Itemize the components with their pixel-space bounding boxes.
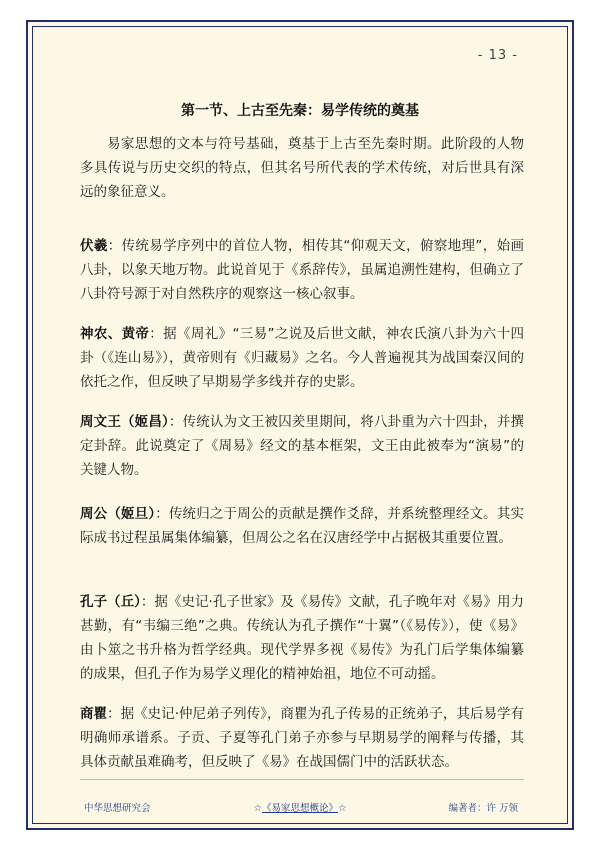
- star-icon: ☆: [253, 803, 262, 814]
- entry-text: ：传统归之于周公的贡献是撰作爻辞，并系统整理经文。其实际成书过程虽属集体编纂，但周公之名在汉唐经学中占据极其重要位置。: [80, 506, 524, 546]
- entry-term: 孔子（丘）: [80, 594, 141, 610]
- entry-text: ：据《周礼》“三易”之说及后世文献，神农氏演八卦为六十四卦（《连山易》），黄帝则有《归藏易》之名。今人普遍视其为战国秦汉间的依托之作，但反映了早期易学多线并存的史影。: [80, 326, 524, 390]
- document-page: [26, 20, 574, 830]
- entry-term: 神农、黄帝: [80, 326, 150, 342]
- footer-publisher: 中华思想研究会: [84, 803, 151, 814]
- entry-paragraph-fuxi: [80, 234, 524, 306]
- page-number: - 13 -: [477, 48, 518, 63]
- entry-term: 伏羲: [80, 238, 108, 254]
- section-title: 第一节、上古至先秦：易学传统的奠基: [181, 103, 419, 119]
- book-title-link[interactable]: 《易家思想概论》: [261, 803, 338, 814]
- entry-paragraph-shennong-huangdi: [80, 322, 524, 394]
- entry-term: 周文王（姬昌）: [80, 414, 169, 430]
- intro-paragraph: 易家思想的文本与符号基础，奠基于上古至先秦时期。此阶段的人物多具传说与历史交织的特点，但其名号所代表的学术传统，对后世具有深远的象征意义。: [80, 136, 524, 200]
- entry-term: 商瞿: [80, 706, 108, 722]
- entry-paragraph-duke-zhou: [80, 502, 524, 550]
- star-icon: ☆: [338, 803, 347, 814]
- footer-divider: [80, 779, 524, 780]
- entry-text: ：据《史记·孔子世家》及《易传》文献，孔子晚年对《易》用力甚勤，有“韦编三绝”之典。传统认为孔子撰作“十翼”（《易传》），使《易》由卜筮之书升格为哲学经典。现代学界多视《易传》为孔门后学集体编纂的成果，但孔子作为易学义理化的精神始祖，地位不可动摇。: [80, 594, 525, 682]
- footer-author: 编著者：许 万领: [448, 803, 518, 814]
- entry-paragraph-shang-qu: [80, 702, 524, 774]
- entry-term: 周公（姬旦）: [80, 506, 156, 522]
- entry-paragraph-king-wen: [80, 410, 524, 482]
- entry-text: ：据《史记·仲尼弟子列传》，商瞿为孔子传易的正统弟子，其后易学有明确师承谱系。子贡、子夏等孔门弟子亦参与早期易学的阐释与传播，其具体贡献虽难确考，但反映了《易》在战国儒门中的活跃状态。: [80, 706, 524, 770]
- entry-paragraph-confucius: [80, 590, 524, 686]
- entry-text: ：传统认为文王被囚羑里期间，将八卦重为六十四卦，并撰定卦辞。此说奠定了《周易》经文的基本框架，文王由此被奉为“演易”的关键人物。: [80, 414, 525, 478]
- entry-text: ：传统易学序列中的首位人物，相传其“仰观天文，俯察地理”，始画八卦，以象天地万物。此说首见于《系辞传》，虽属追溯性建构，但确立了八卦符号源于对自然秩序的观察这一核心叙事。: [80, 238, 524, 302]
